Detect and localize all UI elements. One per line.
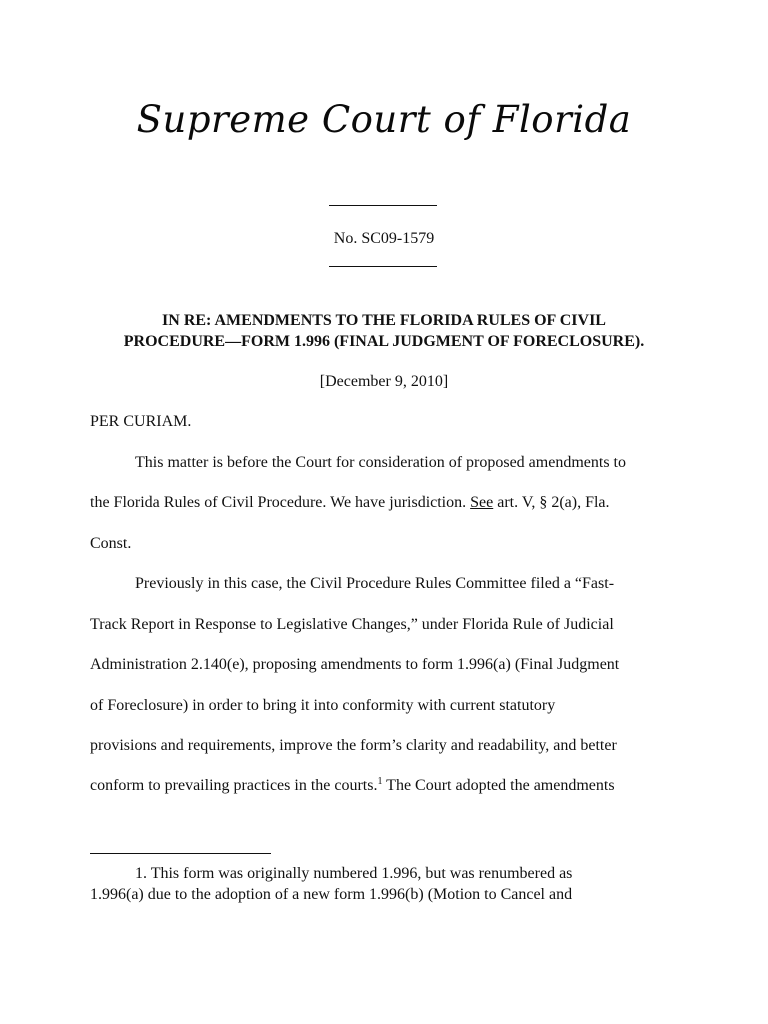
decision-date: [December 9, 2010]: [319, 373, 449, 390]
text-segment: conform to prevailing practices in the courts.: [90, 777, 378, 794]
paragraph-2-line-4: of Foreclosure) in order to bring it into conformity with current statutory: [90, 697, 556, 714]
divider-bottom: [329, 266, 437, 267]
footnote-ref-1[interactable]: 1: [377, 776, 383, 787]
text-segment: the Florida Rules of Civil Procedure. We have jurisdiction.: [90, 494, 471, 511]
paragraph-1-line-3: Const.: [90, 535, 132, 552]
text-segment: art. V, § 2(a), Fla.: [493, 494, 610, 511]
divider-top: [329, 205, 437, 206]
case-caption: [0, 310, 768, 352]
paragraph-1-line-1: This matter is before the Court for consideration of proposed amendments to: [135, 454, 626, 471]
paragraph-2-line-1: Previously in this case, the Civil Procedure Rules Committee filed a “Fast-: [135, 575, 615, 592]
footnote-separator: [90, 853, 271, 854]
see-signal: See: [470, 494, 494, 511]
footnote-1-line-2: 1.996(a) due to the adoption of a new form 1.996(b) (Motion to Cancel and: [90, 886, 573, 903]
text-segment: The Court adopted the amendments: [382, 777, 615, 794]
per-curiam: PER CURIAM.: [90, 413, 192, 430]
paragraph-2-line-2: Track Report in Response to Legislative Changes,” under Florida Rule of Judicial: [90, 616, 614, 633]
footnote-1-line-1: 1. This form was originally numbered 1.996, but was renumbered as: [135, 865, 573, 882]
case-number: No. SC09-1579: [333, 230, 435, 247]
caption-line-1: IN RE: AMENDMENTS TO THE FLORIDA RULES OF CIVIL: [162, 312, 606, 329]
paragraph-2-line-3: Administration 2.140(e), proposing amendments to form 1.996(a) (Final Judgment: [90, 656, 620, 673]
caption-line-2: PROCEDURE—FORM 1.996 (FINAL JUDGMENT OF FORECLOSURE).: [123, 333, 645, 350]
paragraph-2-line-5: provisions and requirements, improve the form’s clarity and readability, and better: [90, 737, 617, 754]
paragraph-1-line-2: [90, 494, 610, 512]
court-title: Supreme Court of Florida: [136, 98, 632, 141]
paragraph-2-line-6: [90, 777, 615, 795]
